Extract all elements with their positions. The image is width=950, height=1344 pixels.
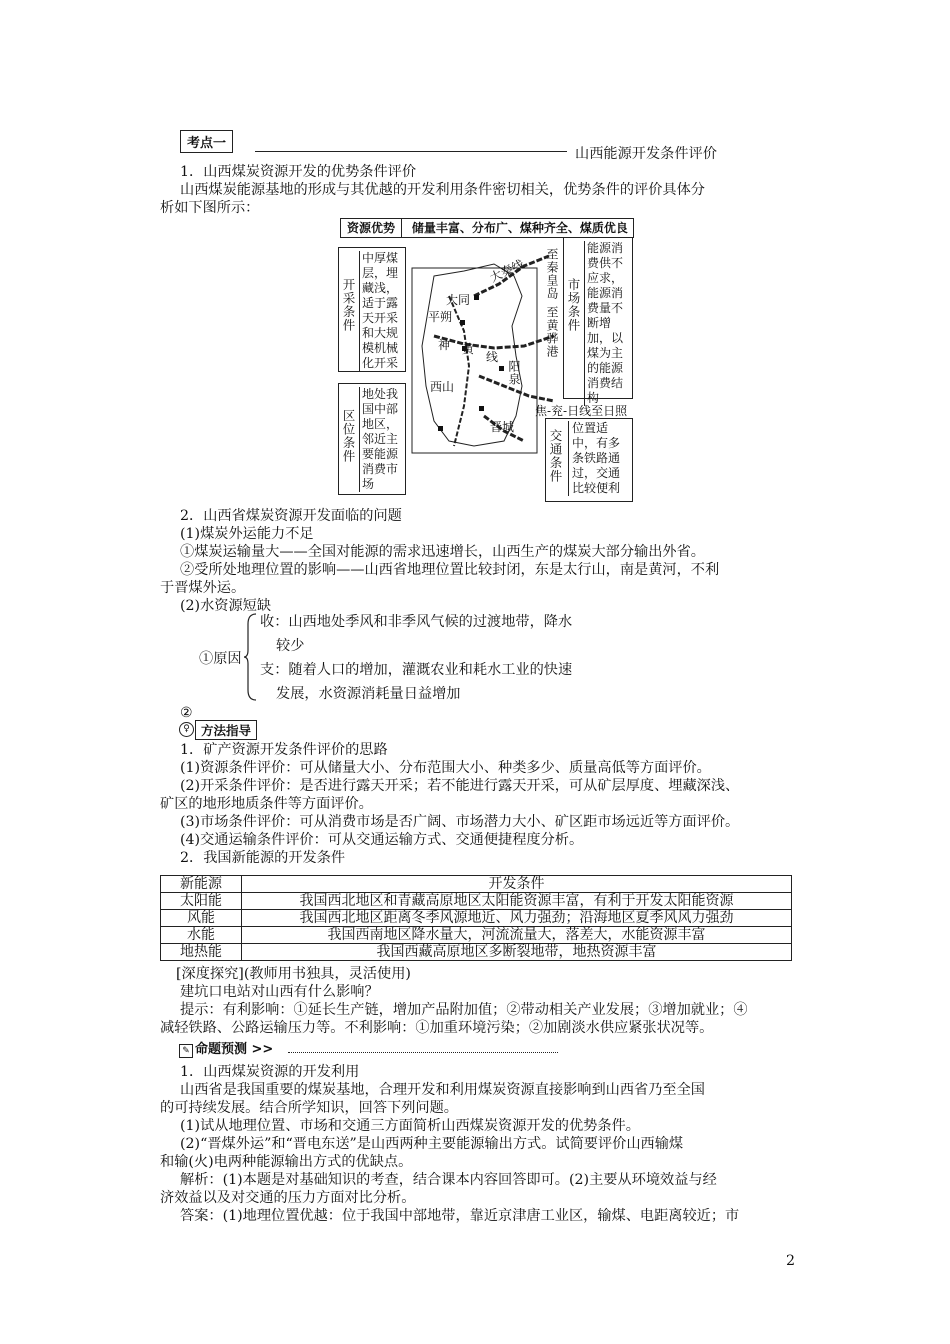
mining-label: 开采条件 (341, 278, 356, 332)
table-header: 开发条件 (242, 876, 792, 893)
table-row (161, 944, 792, 961)
resource-text: 储量丰富、分布广、煤种齐全、煤质优良 (411, 221, 628, 235)
map-label-xian: 线 (486, 350, 499, 364)
map-label-jiao-line: 焦-兖-日线至日照 (535, 404, 628, 418)
shou-line: 较少 (276, 638, 305, 654)
railway-shenhuang (434, 336, 554, 348)
predict-q2: 和输(火)电两种能源输出方式的优缺点。 (160, 1154, 413, 1170)
sec1-para: 山西煤炭能源基地的形成与其优越的开发利用条件密切相关，优势条件的评价具体分 (180, 182, 705, 198)
mining-text: 中厚煤层，埋藏浅，适于露天开采和大规模机械化开采 (359, 251, 404, 371)
sec1-heading: 1．山西煤炭资源开发的优势条件评价 (180, 164, 417, 180)
mining-box (338, 247, 406, 372)
kaodian-title: 山西能源开发条件评价 (575, 146, 717, 162)
deep-tip: 减轻铁路、公路运输压力等。不利影响：①加重环境污染；②加剧淡水供应紧张状况等。 (160, 1020, 714, 1036)
deep-title: [深度探究](教师用书独具，灵活使用) (176, 966, 411, 982)
zhi-line: 发展，水资源消耗量日益增加 (276, 686, 461, 702)
deep-question: 建坑口电站对山西有什么影响？ (180, 984, 379, 1000)
location-box (338, 383, 406, 495)
table-cell: 我国西藏高原地区多断裂地带，地热资源丰富 (242, 944, 792, 961)
location-label: 区位条件 (341, 409, 356, 463)
transport-text: 位置适中，有多条铁路通过，交通比较便利 (568, 421, 630, 496)
table-header-row (161, 876, 792, 893)
table-row (161, 910, 792, 927)
market-label: 市场条件 (566, 278, 581, 332)
table-row (161, 927, 792, 944)
sec2-heading: 2．山西省煤炭资源开发面临的问题 (180, 508, 402, 524)
predict-tag: 命题预测 >> (195, 1042, 274, 1057)
sec2-p1a: ①煤炭运输量大——全国对能源的需求迅速增长，山西生产的煤炭大部分输出外省。 (180, 544, 705, 560)
city-marker-pingshuo (460, 320, 465, 325)
method-b: (2)开采条件评价：是否进行露天开采；若不能进行露天开采，可从矿层厚度、埋藏深浅、 (180, 778, 740, 794)
page-number: 2 (786, 1253, 796, 1269)
predict-answer: 答案：(1)地理位置优越：位于我国中部地带，靠近京津唐工业区，输煤、电距离较近；市 (180, 1208, 740, 1224)
sec1-para: 析如下图所示： (160, 200, 260, 216)
method-c: (3)市场条件评价：可从消费市场是否广阔、市场潜力大小、矿区距市场远近等方面评价。 (180, 814, 740, 830)
pencil-icon: ✎ (179, 1044, 193, 1058)
resource-box (340, 218, 634, 238)
map-label-yangquan: 阳泉 (507, 360, 521, 386)
map-label-to-qhd: 至秦皇岛 (545, 248, 559, 300)
map-label-to-huanghua: 至黄骅港 (545, 306, 559, 358)
energy-table (160, 875, 792, 961)
predict-q1: (1)试从地理位置、市场和交通三方面简析山西煤炭资源开发的优势条件。 (180, 1118, 640, 1134)
predict-q2: (2)“晋煤外运”和“晋电东送”是山西两种主要能源输出方式。试简要评价山西输煤 (180, 1136, 684, 1152)
sec2-p2: (2)水资源短缺 (180, 598, 272, 614)
table-cell: 我国西北地区距离冬季风源地近、风力强劲；沿海地区夏季风风力强劲 (242, 910, 792, 927)
lightbulb-icon: ♀ (179, 722, 194, 737)
sec2-item2: ② (180, 705, 193, 721)
method-h2: 2．我国新能源的开发条件 (180, 850, 346, 866)
map-label-jincheng: 晋城 (490, 420, 515, 434)
market-box (563, 237, 633, 405)
kaodian-tag: 考点一 (180, 130, 233, 153)
predict-para: 的可持续发展。结合所学知识，回答下列问题。 (160, 1100, 458, 1116)
method-tag: 方法指导 (195, 720, 257, 740)
sec2-p1b: 于晋煤外运。 (160, 580, 246, 596)
map-label-datong: 大同 (446, 293, 471, 307)
table-cell: 地热能 (161, 944, 242, 961)
predict-dotted-rule (288, 1052, 558, 1053)
table-cell: 我国西北地区和青藏高原地区太阳能资源丰富，有利于开发太阳能资源 (242, 893, 792, 910)
method-h1: 1．矿产资源开发条件评价的思路 (180, 742, 388, 758)
table-row (161, 893, 792, 910)
shanxi-map (404, 236, 564, 458)
city-marker-south (438, 426, 443, 431)
method-b: 矿区的地形地质条件等方面评价。 (160, 796, 373, 812)
predict-para: 山西省是我国重要的煤炭基地，合理开发和利用煤炭资源直接影响到山西省乃至全国 (180, 1082, 705, 1098)
city-marker-datong (474, 295, 479, 300)
transport-label: 交通条件 (548, 429, 563, 483)
reason-label: ①原因 (199, 651, 242, 667)
sec2-p1: (1)煤炭外运能力不足 (180, 526, 314, 542)
table-cell: 水能 (161, 927, 242, 944)
predict-heading: 1．山西煤炭资源的开发利用 (180, 1064, 360, 1080)
predict-analysis: 济效益以及对交通的压力方面对比分析。 (160, 1190, 416, 1206)
market-text: 能源消费供不应求，能源消费量不断增加，以煤为主的能源消费结构 (584, 241, 631, 406)
table-header: 新能源 (161, 876, 242, 893)
shou-line: 收：山西地处季风和非季风气候的过渡地带，降水 (260, 614, 573, 630)
kaodian-rule (255, 151, 567, 152)
deep-tip: 提示：有利影响：①延长生产链，增加产品附加值；②带动相关产业发展；③增加就业；④ (180, 1002, 748, 1018)
table-cell: 太阳能 (161, 893, 242, 910)
location-text: 地处我国中部地区，邻近主要能源消费市场 (359, 387, 404, 492)
map-label-pingshuo: 平朔 (428, 310, 453, 324)
method-a: (1)资源条件评价：可从储量大小、分布范围大小、种类多少、质量高低等方面评价。 (180, 760, 711, 776)
zhi-line: 支：随着人口的增加，灌溉农业和耗水工业的快速 (260, 662, 573, 678)
map-label-xishan: 西山 (430, 380, 455, 394)
predict-analysis: 解析：(1)本题是对基础知识的考查，结合课本内容回答即可。(2)主要从环境效益与经 (180, 1172, 717, 1188)
map-label-daqin: 大秦线 (487, 257, 527, 285)
sec2-p1b: ②受所处地理位置的影响——山西省地理位置比较封闭，东是太行山，南是黄河，不利 (180, 562, 720, 578)
table-cell: 我国西南地区降水量大，河流流量大，落差大，水能资源丰富 (242, 927, 792, 944)
map-label-shen: 神 (438, 338, 451, 352)
brace-icon (244, 612, 258, 702)
city-marker-yangquan (499, 366, 504, 371)
resource-label: 资源优势 (341, 219, 402, 237)
map-label-huang: 黄 (462, 342, 475, 356)
method-d: (4)交通运输条件评价：可从交通运输方式、交通便捷程度分析。 (180, 832, 584, 848)
city-marker-jincheng (479, 406, 484, 411)
table-cell: 风能 (161, 910, 242, 927)
